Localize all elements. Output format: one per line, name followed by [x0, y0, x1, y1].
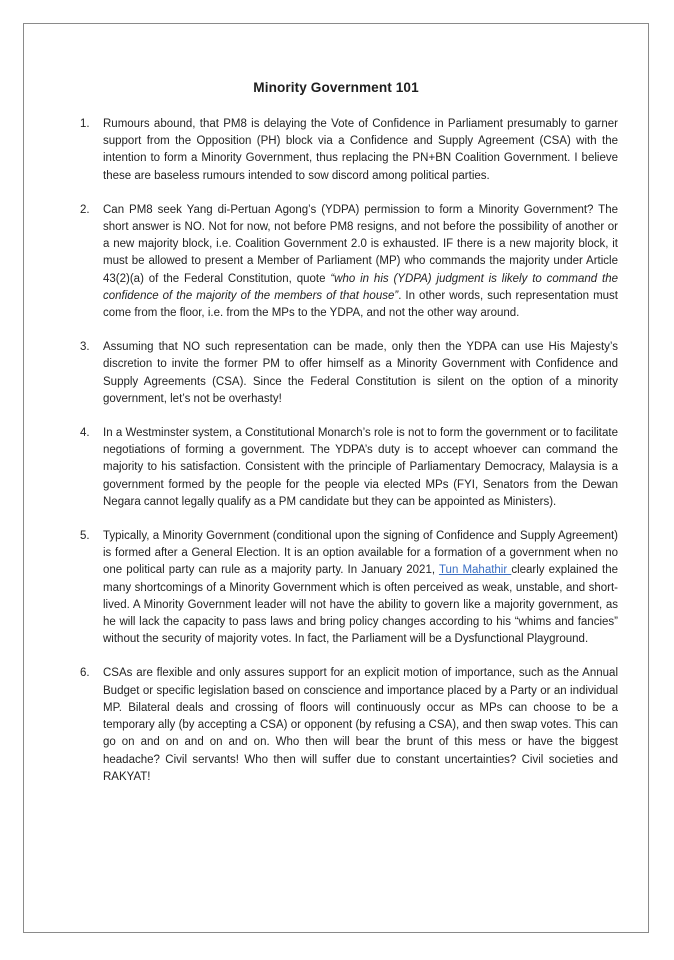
constitution-quote: “who in his (YDPA) judgment is likely to command the confidence of the majority of the members of that house”: [103, 272, 618, 302]
document-page: [23, 23, 649, 933]
item-text: CSAs are flexible and only assures support for an explicit motion of importance, such as the Annual Budget or specific legislation based on conscience and importance placed by a Party or an individual MP. Bilateral deals and crossing of floors will continuously occur as MPs can choose to be a temporary ally (by accepting a CSA) or opponent (by refusing a CSA), and then swap votes. This can go on and on and on and on. Who then will bear the brunt of this mess or have the biggest headache? Civil servants! Who then will suffer due to constant uncertainties? Civil societies and RAKYAT!: [103, 667, 618, 783]
item-number: 2.: [80, 203, 90, 216]
item-number: 6.: [80, 667, 90, 680]
item-text: Assuming that NO such representation can be made, only then the YDPA can use His Majesty’s discretion to invite the former PM to offer himself as a Minority Government with Confidence and Supply Agreements (CSA). Since the Federal Constitution is silent on the option of a minority government, let’s not be overhasty!: [103, 341, 618, 405]
item-text: Rumours abound, that PM8 is delaying the Vote of Confidence in Parliament presumably to garner support from the Opposition (PH) block via a Confidence and Supply Agreement (CSA) with the intention to form a Minority Government, thus replacing the PN+BN Coalition Government. I believe these are baseless rumours intended to sow discord among political parties.: [103, 118, 618, 182]
item-number: 5.: [80, 530, 90, 543]
list-item: [80, 202, 618, 322]
item-text-continued: . In other words, such representation must come from the floor, i.e. from the MPs to the YDPA, and not the other way around.: [103, 289, 618, 320]
item-text: Typically, a Minority Government (conditional upon the signing of Confidence and Supply Agreement) is formed after a General Election. It is an option available for a formation of a government when no one political party can rule as a majority party. In January 2021,: [103, 530, 618, 577]
numbered-list: [80, 116, 618, 803]
item-text: In a Westminster system, a Constitutional Monarch’s role is not to form the government or to facilitate negotiations of forming a government. The YDPA’s duty is to accept whoever can command the majority to his satisfaction. Consistent with the principle of Parliamentary Democracy, Malaysia is a government formed by the people for the people via elected MPs (FYI, Senators from the Dewan Negara cannot legally qualify as a PM candidate but they can be appointed as Ministers).: [103, 427, 618, 508]
list-item: [80, 425, 618, 511]
item-number: 1.: [80, 118, 90, 130]
list-item: [80, 339, 618, 408]
list-item: [80, 116, 618, 185]
tun-mahathir-link[interactable]: Tun Mahathir: [438, 564, 512, 577]
item-text-continued: clearly explained the many shortcomings of a Minority Government which is often perceived as weak, unstable, and short-lived. A Minority Government leader will not have the ability to govern like a majority government, as he will lack the capacity to pass laws and bring policy changes according to his “whims and fancies” without the security of majority votes. In fact, the Parliament will be a Dysfunctional Playground.: [103, 564, 618, 646]
document-title: Minority Government 101: [253, 80, 419, 95]
list-item: [80, 665, 618, 785]
list-item: [80, 528, 618, 648]
item-number: 4.: [80, 427, 90, 440]
item-text: Can PM8 seek Yang di-Pertuan Agong’s (YDPA) permission to form a Minority Government? The short answer is NO. Not for now, not before PM8 resigns, and not before the possibility of another or a new majority block, i.e. Coalition Government 2.0 is exhausted. IF there is a new majority block, it must be allowed to present a Member of Parliament (MP) who commands the majority under Article 43(2)(a) of the Federal Constitution, quote: [103, 203, 618, 285]
item-number: 3.: [80, 341, 90, 354]
